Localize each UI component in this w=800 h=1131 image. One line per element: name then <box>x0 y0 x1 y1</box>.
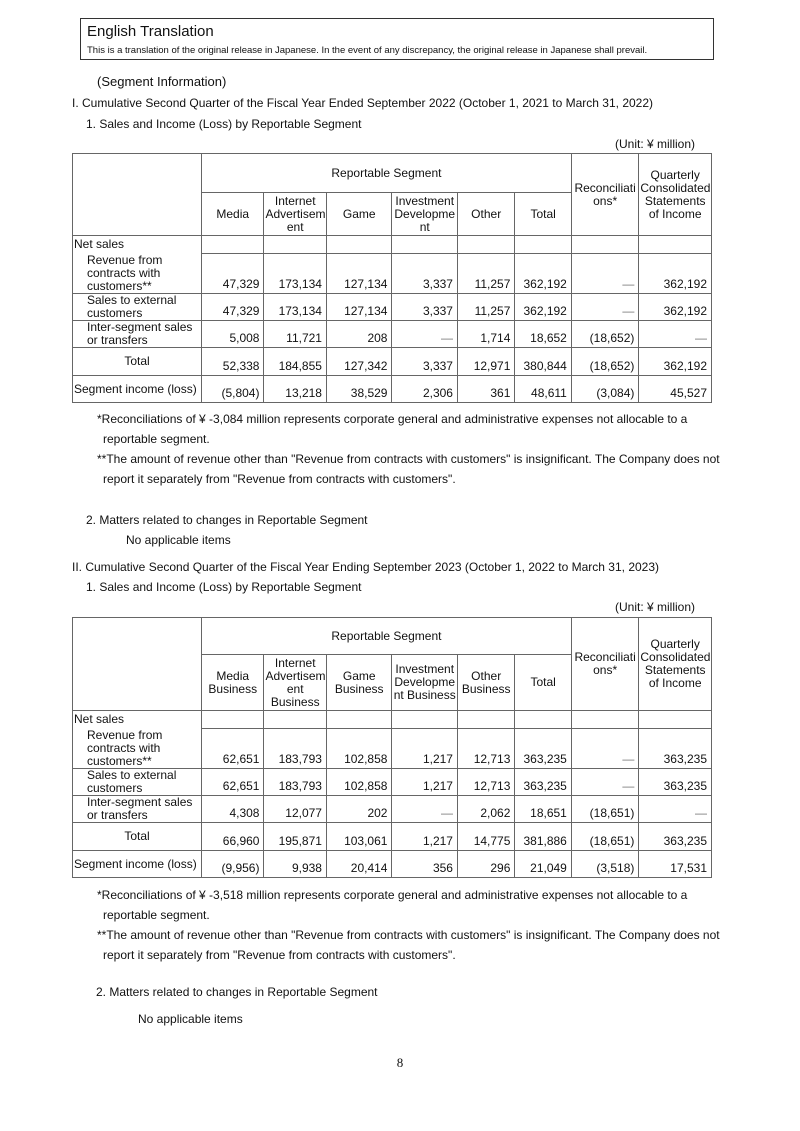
table-corner <box>73 618 202 711</box>
section2-matters-text: No applicable items <box>138 1012 243 1026</box>
table-cell: 127,134 <box>326 294 392 321</box>
row-label: Sales to external customers <box>73 769 202 796</box>
table-cell: 361 <box>457 376 514 403</box>
table-cell: 14,775 <box>457 823 514 851</box>
table-cell: 363,235 <box>639 823 712 851</box>
table-cell: ― <box>571 729 639 769</box>
column-header: Quarterly Consolidated Statements of Income <box>639 154 712 236</box>
table-cell: 2,306 <box>392 376 458 403</box>
table-cell: 173,134 <box>264 254 326 294</box>
section1-subheading: 1. Sales and Income (Loss) by Reportable Segment <box>86 117 362 131</box>
table-cell: (3,518) <box>571 851 639 878</box>
table-cell: 183,793 <box>264 729 326 769</box>
table-cell: 183,793 <box>264 769 326 796</box>
table-cell: 3,337 <box>392 254 458 294</box>
table-cell: 2,062 <box>457 796 514 823</box>
table-cell: 20,414 <box>326 851 392 878</box>
table-cell: 127,134 <box>326 254 392 294</box>
table-cell: 363,235 <box>515 769 571 796</box>
table-cell: 62,651 <box>202 769 264 796</box>
table-cell: ― <box>571 769 639 796</box>
table-cell: 66,960 <box>202 823 264 851</box>
group-header: Reportable Segment <box>202 154 572 193</box>
table-cell: 202 <box>326 796 392 823</box>
section2-subheading: 1. Sales and Income (Loss) by Reportable Segment <box>86 580 362 594</box>
table-cell: 3,337 <box>392 294 458 321</box>
note-revenue-cont: report it separately from "Revenue from contracts with customers". <box>103 948 456 962</box>
banner-note: This is a translation of the original release in Japanese. In the event of any discrepancy, the original release in Japanese shall prevail. <box>87 45 648 56</box>
column-header: Reconciliati ons* <box>571 154 639 236</box>
table-cell: (3,084) <box>571 376 639 403</box>
translation-banner <box>80 18 714 60</box>
table-cell: 1,217 <box>392 729 458 769</box>
table-cell: 1,217 <box>392 823 458 851</box>
table-cell: 12,713 <box>457 729 514 769</box>
table-cell: 48,611 <box>515 376 571 403</box>
section2-notes <box>97 885 737 965</box>
row-label: Segment income (loss) <box>73 851 202 878</box>
note-reconciliation-cont: reportable segment. <box>103 432 210 446</box>
row-label: Inter-segment sales or transfers <box>73 796 202 823</box>
section1-matters-heading: 2. Matters related to changes in Reportable Segment <box>86 513 368 527</box>
table-cell: 13,218 <box>264 376 326 403</box>
table-cell: 381,886 <box>515 823 571 851</box>
table-cell: 296 <box>457 851 514 878</box>
table-cell: 11,257 <box>457 254 514 294</box>
table-cell: 363,235 <box>639 769 712 796</box>
table-cell: 356 <box>392 851 458 878</box>
section1-segment-table <box>72 153 712 403</box>
net-sales-label: Net sales <box>73 711 202 729</box>
column-header: Total <box>515 193 571 236</box>
table-cell: 18,652 <box>515 321 571 348</box>
table-cell: 208 <box>326 321 392 348</box>
table-cell: ― <box>392 796 458 823</box>
table-cell: ― <box>392 321 458 348</box>
page-number: 8 <box>396 1055 404 1070</box>
table-cell: (18,651) <box>571 796 639 823</box>
table-cell: 45,527 <box>639 376 712 403</box>
note-revenue: **The amount of revenue other than "Revenue from contracts with customers" is insignificant. The Company does not <box>97 452 720 466</box>
column-header: Investment Developme nt <box>392 193 458 236</box>
banner-title: English Translation <box>87 23 214 40</box>
table-cell: 11,257 <box>457 294 514 321</box>
table-cell: 3,337 <box>392 348 458 376</box>
table-cell: 103,061 <box>326 823 392 851</box>
table-cell: 363,235 <box>639 729 712 769</box>
table-cell: (5,804) <box>202 376 264 403</box>
row-label: Sales to external customers <box>73 294 202 321</box>
table-cell: 62,651 <box>202 729 264 769</box>
note-revenue: **The amount of revenue other than "Revenue from contracts with customers" is insignificant. The Company does not <box>97 928 720 942</box>
table-cell: 184,855 <box>264 348 326 376</box>
table-corner <box>73 154 202 236</box>
table-cell: 11,721 <box>264 321 326 348</box>
table-cell: 362,192 <box>639 254 712 294</box>
row-label: Inter-segment sales or transfers <box>73 321 202 348</box>
table-cell: 21,049 <box>515 851 571 878</box>
table-cell: 12,077 <box>264 796 326 823</box>
table-cell: 380,844 <box>515 348 571 376</box>
table-cell: (9,956) <box>202 851 264 878</box>
column-header: Investment Developme nt Business <box>392 655 458 711</box>
table-cell: ― <box>639 321 712 348</box>
note-reconciliation-cont: reportable segment. <box>103 908 210 922</box>
table-cell: 1,217 <box>392 769 458 796</box>
table-cell: ― <box>571 254 639 294</box>
net-sales-label: Net sales <box>73 236 202 254</box>
table-cell: 9,938 <box>264 851 326 878</box>
section1-notes <box>97 409 737 489</box>
row-label: Segment income (loss) <box>73 376 202 403</box>
table-cell: (18,651) <box>571 823 639 851</box>
table-cell: 12,971 <box>457 348 514 376</box>
table-cell: 102,858 <box>326 769 392 796</box>
section1-matters-text: No applicable items <box>126 533 231 547</box>
table-cell: 362,192 <box>639 294 712 321</box>
column-header: Other Business <box>457 655 514 711</box>
table-cell: 5,008 <box>202 321 264 348</box>
table-cell: 38,529 <box>326 376 392 403</box>
table-cell: 4,308 <box>202 796 264 823</box>
table-cell: (18,652) <box>571 348 639 376</box>
table-cell: 127,342 <box>326 348 392 376</box>
segment-information-heading: (Segment Information) <box>97 74 227 89</box>
table-cell: 363,235 <box>515 729 571 769</box>
section2-heading: II. Cumulative Second Quarter of the Fiscal Year Ending September 2023 (October 1, 2022 to March 31, 2023) <box>72 560 660 574</box>
section1-unit: (Unit: ¥ million) <box>614 137 695 151</box>
section2-matters-heading: 2. Matters related to changes in Reportable Segment <box>96 985 378 999</box>
row-label: Total <box>73 823 202 851</box>
column-header: Game Business <box>326 655 392 711</box>
table-cell: 47,329 <box>202 294 264 321</box>
note-revenue-cont: report it separately from "Revenue from contracts with customers". <box>103 472 456 486</box>
column-header: Reconciliati ons* <box>571 618 639 711</box>
table-cell: 1,714 <box>457 321 514 348</box>
column-header: Other <box>457 193 514 236</box>
group-header: Reportable Segment <box>202 618 572 655</box>
column-header: Media Business <box>202 655 264 711</box>
row-label: Revenue from contracts with customers** <box>73 729 202 769</box>
column-header: Total <box>515 655 571 711</box>
table-cell: 362,192 <box>515 254 571 294</box>
row-label: Revenue from contracts with customers** <box>73 254 202 294</box>
table-cell: 362,192 <box>515 294 571 321</box>
table-cell: 12,713 <box>457 769 514 796</box>
table-cell: 47,329 <box>202 254 264 294</box>
section1-heading: I. Cumulative Second Quarter of the Fiscal Year Ended September 2022 (October 1, 2021 to March 31, 2022) <box>72 96 654 110</box>
row-label: Total <box>73 348 202 376</box>
column-header: Media <box>202 193 264 236</box>
section2-unit: (Unit: ¥ million) <box>614 600 695 614</box>
table-cell: 173,134 <box>264 294 326 321</box>
column-header: Quarterly Consolidated Statements of Income <box>639 618 712 711</box>
column-header: Internet Advertisem ent Business <box>265 655 326 709</box>
column-header: Internet Advertisem ent <box>265 193 326 234</box>
note-reconciliation: *Reconciliations of ¥ -3,518 million represents corporate general and administrative expenses not allocable to a <box>97 888 688 902</box>
table-cell: 17,531 <box>639 851 712 878</box>
table-cell: (18,652) <box>571 321 639 348</box>
table-cell: 362,192 <box>639 348 712 376</box>
table-cell: ― <box>639 796 712 823</box>
table-cell: 102,858 <box>326 729 392 769</box>
table-cell: 195,871 <box>264 823 326 851</box>
column-header: Game <box>326 193 392 236</box>
table-cell: ― <box>571 294 639 321</box>
table-cell: 18,651 <box>515 796 571 823</box>
table-cell: 52,338 <box>202 348 264 376</box>
note-reconciliation: *Reconciliations of ¥ -3,084 million represents corporate general and administrative expenses not allocable to a <box>97 412 688 426</box>
section2-segment-table <box>72 617 712 878</box>
